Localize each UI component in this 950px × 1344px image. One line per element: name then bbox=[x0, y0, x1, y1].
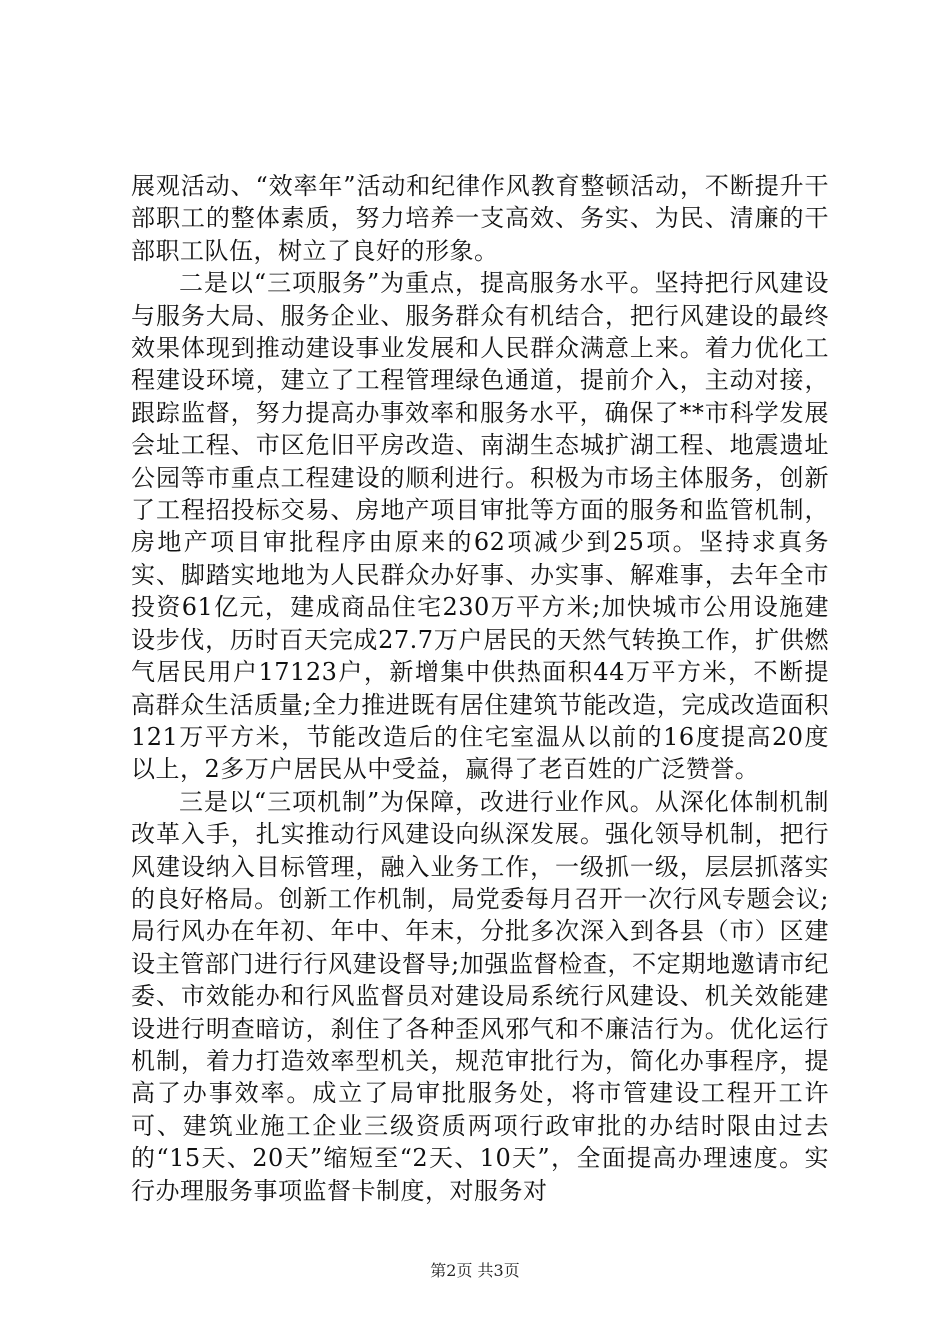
paragraph-mechanism: 三是以“三项机制”为保障，改进行业作风。从深化体制机制改革入手，扎实推动行风建设向纵深发展。强化领导机制，把行风建设纳入目标管理，融入业务工作，一级抓一级，层层抓落实的良好格局。创新工作机制，局党委每月召开一次行风专题会议;局行风办在年初、年中、年末，分批多次深入到各县（市）区建设主管部门进行行风建设督导;加强监督检查，不定期地邀请市纪委、市效能办和行风监督员对建设局系统行风建设、机关效能建设进行明查暗访，刹住了各种歪风邪气和不廉洁行为。优化运行机制，着力打造效率型机关，规范审批行为，简化办事程序，提高了办事效率。成立了局审批服务处，将市管建设工程开工许可、建筑业施工企业三级资质两项行政审批的办结时限由过去的“15天、20天”缩短至“2天、10天”，全面提高办理速度。实行办理服务事项监督卡制度，对服务对 bbox=[131, 787, 829, 1205]
page-number-footer: 第2页 共3页 bbox=[430, 1261, 520, 1280]
paragraph-continuation: 展观活动、“效率年”活动和纪律作风教育整顿活动，不断提升干部职工的整体素质，努力培养一支高效、务实、为民、清廉的干部职工队伍，树立了良好的形象。 bbox=[131, 172, 829, 265]
paragraph-service: 二是以“三项服务”为重点，提高服务水平。坚持把行风建设与服务大局、服务企业、服务群众有机结合，把行风建设的最终效果体现到推动建设事业发展和人民群众满意上来。着力优化工程建设环境，建立了工程管理绿色通道，提前介入，主动对接，跟踪监督，努力提高办事效率和服务水平，确保了**市科学发展会址工程、市区危旧平房改造、南湖生态城扩湖工程、地震遗址公园等市重点工程建设的顺利进行。积极为市场主体服务，创新了工程招投标交易、房地产项目审批等方面的服务和监管机制，房地产项目审批程序由原来的62项减少到25项。坚持求真务实、脚踏实地地为人民群众办好事、办实事、解难事，去年全市投资61亿元，建成商品住宅230万平方米;加快城市公用设施建设步伐，历时百天完成27.7万户居民的天然气转换工作，扩供燃气居民用户17123户，新增集中供热面积44万平方米，不断提高群众生活质量;全力推进既有居住建筑节能改造，完成改造面积121万平方米，节能改造后的住宅室温从以前的16度提高20度以上，2多万户居民从中受益，赢得了老百姓的广泛赞誉。 bbox=[131, 269, 829, 784]
document-body bbox=[131, 170, 829, 1207]
